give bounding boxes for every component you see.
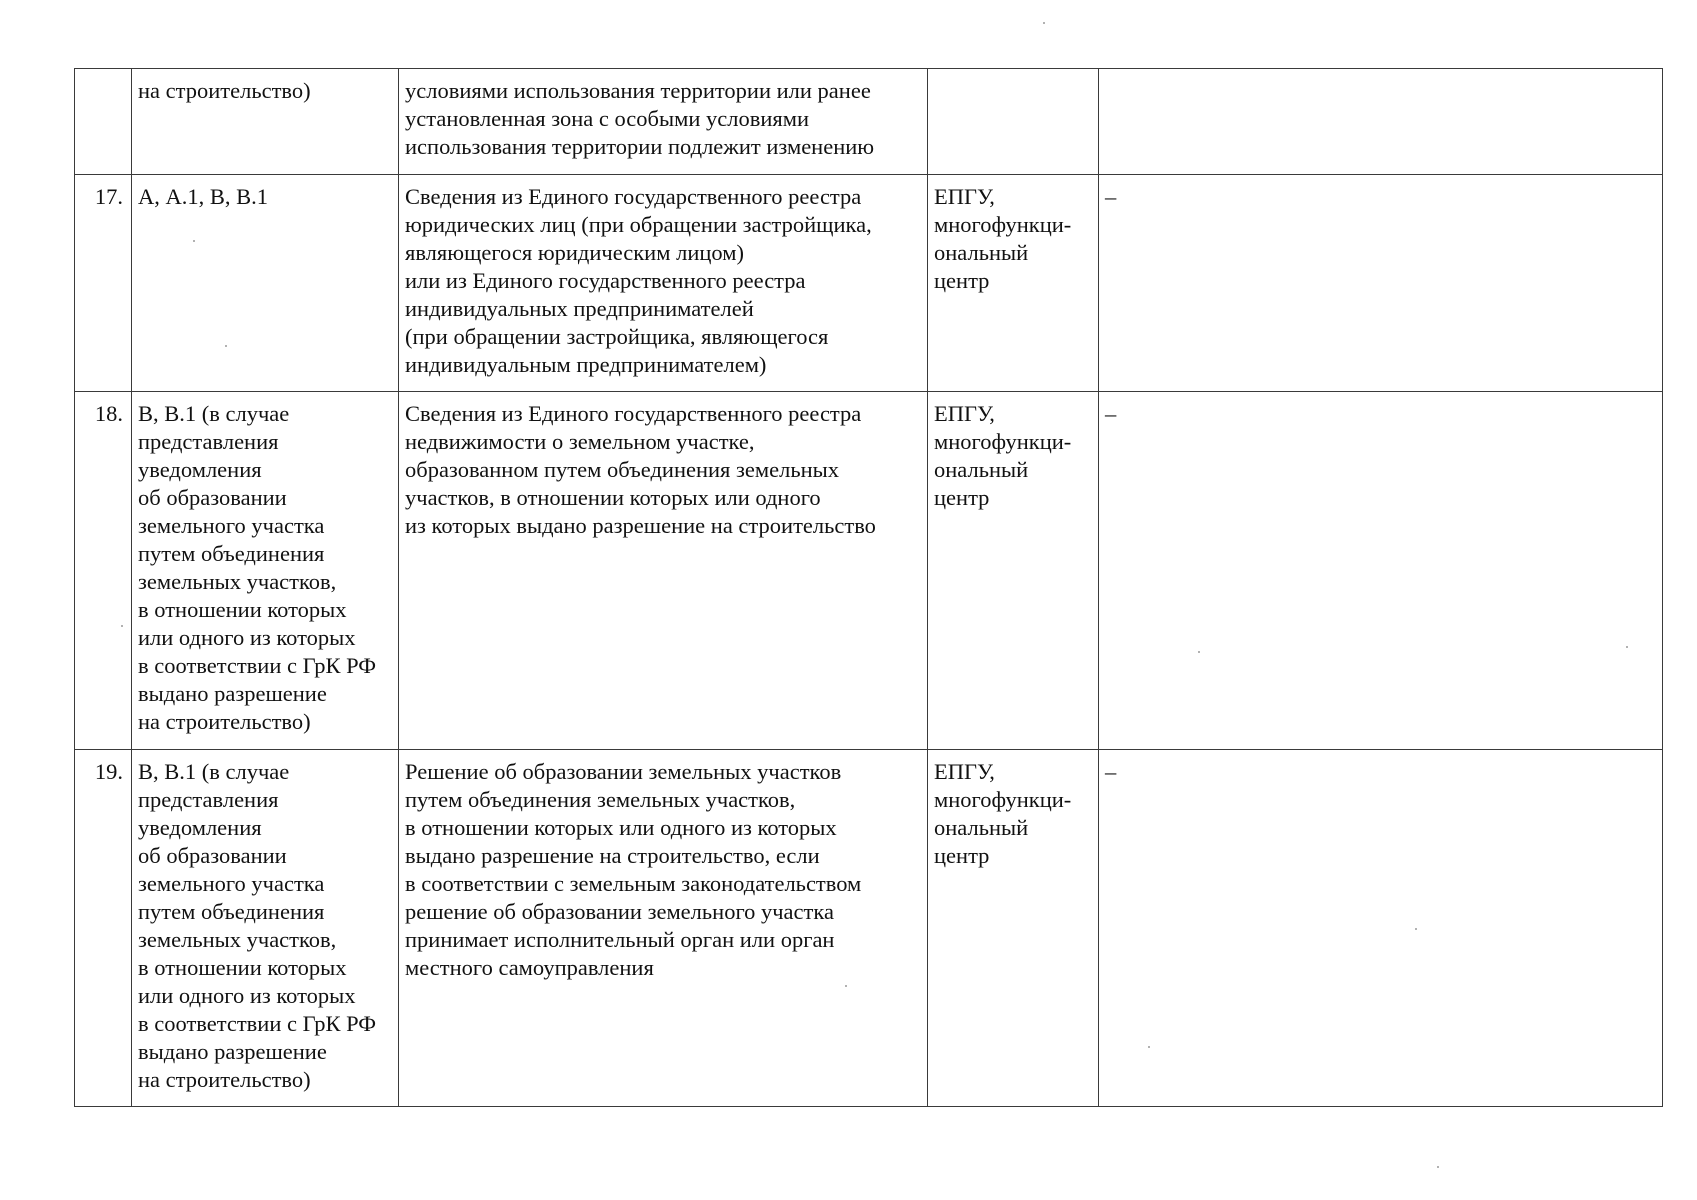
applicable-documents-cell <box>132 750 399 1107</box>
cell-line: в соответствии с земельным законодательством <box>405 871 862 896</box>
cell-line: центр <box>934 485 990 510</box>
note-text: – <box>1105 759 1117 784</box>
note-cell <box>1099 175 1663 392</box>
cell-line: земельных участков, <box>138 569 337 594</box>
source-cell <box>928 750 1099 1107</box>
cell-line: в отношении которых или одного из которых <box>405 815 837 840</box>
scan-speck <box>1415 928 1417 930</box>
row-number <box>75 175 132 392</box>
row-number-text: 17. <box>94 184 123 209</box>
scan-speck <box>193 240 195 242</box>
required-info-cell <box>399 392 928 750</box>
required-info-cell <box>399 69 928 175</box>
note-text: – <box>1105 184 1117 209</box>
table-row <box>75 69 1663 175</box>
cell-line: (при обращении застройщика, являющегося <box>405 324 829 349</box>
cell-line: об образовании <box>138 843 287 868</box>
cell-line: земельного участка <box>138 513 325 538</box>
cell-line: центр <box>934 843 990 868</box>
documents-table-body <box>75 69 1663 1107</box>
cell-line: на строительство) <box>138 709 311 734</box>
cell-line: являющегося юридическим лицом) <box>405 240 744 265</box>
cell-line: в отношении которых <box>138 597 347 622</box>
cell-line: выдано разрешение на строительство, если <box>405 843 820 868</box>
cell-line: многофункци- <box>934 429 1072 454</box>
cell-line: образованном путем объединения земельных <box>405 457 840 482</box>
applicable-documents-cell <box>132 392 399 750</box>
row-number <box>75 750 132 1107</box>
cell-line: в соответствии с ГрК РФ <box>138 653 376 678</box>
cell-line: ЕПГУ, <box>934 401 995 426</box>
cell-line: или из Единого государственного реестра <box>405 268 806 293</box>
cell-line: местного самоуправления <box>405 955 654 980</box>
cell-line: выдано разрешение <box>138 1039 327 1064</box>
row-number <box>75 392 132 750</box>
cell-line: индивидуальным предпринимателем) <box>405 352 767 377</box>
cell-line: представления <box>138 429 279 454</box>
required-info-cell <box>399 750 928 1107</box>
cell-line: или одного из которых <box>138 983 356 1008</box>
cell-line: в соответствии с ГрК РФ <box>138 1011 376 1036</box>
table-row <box>75 750 1663 1107</box>
cell-line: на строительство) <box>138 78 311 103</box>
cell-line: принимает исполнительный орган или орган <box>405 927 835 952</box>
cell-line: условиями использования территории или ранее <box>405 78 871 103</box>
scan-speck <box>1198 651 1200 653</box>
cell-line: путем объединения <box>138 541 325 566</box>
documents-table <box>74 68 1663 1107</box>
cell-line: центр <box>934 268 990 293</box>
cell-line: юридических лиц (при обращении застройщика, <box>405 212 872 237</box>
note-cell <box>1099 69 1663 175</box>
table-row <box>75 392 1663 750</box>
cell-line: земельного участка <box>138 871 325 896</box>
scan-speck <box>225 345 227 347</box>
row-number <box>75 69 132 175</box>
applicable-documents-cell <box>132 175 399 392</box>
cell-line: ональный <box>934 457 1029 482</box>
cell-line: уведомления <box>138 457 262 482</box>
source-cell <box>928 69 1099 175</box>
cell-line: выдано разрешение <box>138 681 327 706</box>
scan-speck <box>1148 1046 1150 1048</box>
cell-line: земельных участков, <box>138 927 337 952</box>
cell-line: Сведения из Единого государственного реестра <box>405 184 862 209</box>
cell-line: установленная зона с особыми условиями <box>405 106 810 131</box>
cell-line: решение об образовании земельного участка <box>405 899 834 924</box>
cell-line: путем объединения <box>138 899 325 924</box>
required-info-cell <box>399 175 928 392</box>
scan-speck <box>845 985 847 987</box>
cell-line: ональный <box>934 240 1029 265</box>
row-number-text: 18. <box>94 401 123 426</box>
row-number-text: 19. <box>94 759 123 784</box>
cell-line: В, В.1 (в случае <box>138 401 290 426</box>
cell-line: в отношении которых <box>138 955 347 980</box>
source-cell <box>928 392 1099 750</box>
cell-line: на строительство) <box>138 1067 311 1092</box>
note-cell <box>1099 750 1663 1107</box>
cell-line: ЕПГУ, <box>934 759 995 784</box>
cell-line: или одного из которых <box>138 625 356 650</box>
cell-line: из которых выдано разрешение на строительство <box>405 513 876 538</box>
cell-line: индивидуальных предпринимателей <box>405 296 754 321</box>
cell-line: ональный <box>934 815 1029 840</box>
cell-line: ЕПГУ, <box>934 184 995 209</box>
cell-line: В, В.1 (в случае <box>138 759 290 784</box>
cell-line: путем объединения земельных участков, <box>405 787 796 812</box>
cell-line: многофункци- <box>934 212 1072 237</box>
note-text: – <box>1105 401 1117 426</box>
cell-line: участков, в отношении которых или одного <box>405 485 821 510</box>
cell-line: использования территории подлежит изменению <box>405 134 875 159</box>
note-cell <box>1099 392 1663 750</box>
cell-line: Сведения из Единого государственного реестра <box>405 401 862 426</box>
source-cell <box>928 175 1099 392</box>
scan-speck <box>1437 1166 1439 1168</box>
scan-speck <box>1626 646 1628 648</box>
scan-speck <box>121 625 123 627</box>
cell-line: многофункци- <box>934 787 1072 812</box>
applicable-documents-cell <box>132 69 399 175</box>
cell-line: недвижимости о земельном участке, <box>405 429 755 454</box>
cell-line: об образовании <box>138 485 287 510</box>
table-row <box>75 175 1663 392</box>
scan-speck <box>1043 22 1045 24</box>
cell-line: А, А.1, В, В.1 <box>138 184 269 209</box>
cell-line: представления <box>138 787 279 812</box>
cell-line: уведомления <box>138 815 262 840</box>
cell-line: Решение об образовании земельных участков <box>405 759 842 784</box>
